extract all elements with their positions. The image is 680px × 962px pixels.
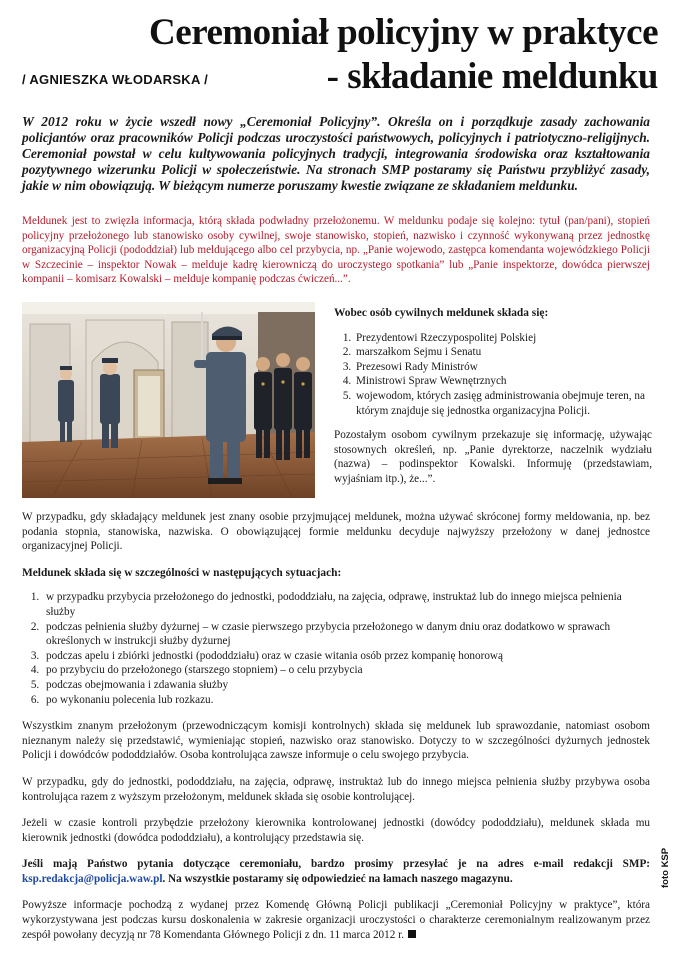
source-note [22,898,650,942]
source-note-text: Powyższe informacje pochodzą z wydanej przez Komendę Główną Policji publikacji „Ceremoniał Policyjny w praktyce”, która wykorzystywana jest podczas kursu doskonalenia w zakresie organizacji uroczystości o charakterze ceremonialnym realizowanym przez zespół powołany decyzją nr 78 Komendanta Głównego Policji z dn. 11 marca 2012 r. [22,899,650,941]
list-item: 3. Prezesowi Rady Ministrów [354,360,652,375]
list-item: 4. po przybyciu do przełożonego (starszego stopniem) – o celu przybycia [42,663,650,678]
article-intro: Meldunek jest to zwięzła informacja, którą składa podwładny przełożonemu. W meldunku podaje się kolejno: tytuł (pan/pani), stopień policyjny przełożonego lub stanowisko osoby cywilnej, swoje stanowisko, stopień, nazwisko i czynność wykonywaną przez jednostkę organizacyjną Policji (pododdział) lub meldującego albo cel przybycia, np. „Panie wojewodo, zastępca komendanta wojewódzkiego Policji w Szczecinie – inspektor Nowak – melduje kadrę kierowniczą do uroczystego spotkania” lub „Panie inspektorze, dowódca pierwszej kompanii – komisarz Kowalski – melduje kompanię podczas ćwiczeń...”. [22,215,650,286]
paragraph-inspection: Jeżeli w czasie kontroli przybędzie przełożony kierownika kontrolowanej jednostki (dowódcy pododdziału), meldunek składa mu kierownik jednostki (dowódca pododdziału), a kontrolujący przedstawia się. [22,817,650,844]
paragraph-known-reporter: W przypadku, gdy składający meldunek jest znany osobie przyjmującej meldunek, można używać skróconej formy meldowania, np. bez podania stopnia, stanowiska, nazwiska. O obowiązującej formie meldunku decyduje najwyższy przełożony w danej jednostce organizacyjnej Policji. [22,511,650,553]
ceremony-photo-illustration [22,302,315,498]
article-body [22,510,650,954]
list-item: 1. Prezydentowi Rzeczypospolitej Polskiej [354,331,652,346]
contact-paragraph [22,857,650,886]
list-item: 1. w przypadku przybycia przełożonego do jednostki, pododdziału, na zajęcia, odprawę, instruktaż lub do innego miejsca pełnienia służby [42,590,650,619]
situations-list [22,590,650,707]
civil-persons-heading: Wobec osób cywilnych meldunek składa się: [334,307,549,319]
ceremony-photo [22,302,315,498]
list-item: 4. Ministrowi Spraw Wewnętrznych [354,374,652,389]
article-title-line1: Ceremoniał policyjny w praktyce [149,12,658,53]
end-mark-icon [408,930,416,938]
list-item: 3. podczas apelu i zbiórki jednostki (pododdziału) oraz w czasie witania osób przez kompanię honorową [42,649,650,664]
photo-credit: foto KSP [660,847,671,888]
civil-persons-note: Pozostałym osobom cywilnym przekazuje się informację, używając stosownych określeń, np. „Panie dyrektorze, naczelnik wydziału (nazwa) – podinspektor Kowalski. Informuję (przedstawiam, wyjaśniam itp.), że...”. [334,429,652,485]
civil-persons-section [334,306,652,487]
contact-email-link[interactable]: ksp.redakcja@policja.waw.pl [22,872,163,885]
civil-persons-list [334,331,652,419]
paragraph-control: W przypadku, gdy do jednostki, pododdziału, na zajęcia, odprawę, instruktaż lub do innego miejsca pełnienia służby przybywa osoba kontrolująca razem z wyższym przełożonym, meldunek składa się osobie kontrolującej. [22,775,650,803]
situations-heading: Meldunek składa się w szczególności w następujących sytuacjach: [22,566,342,579]
list-item: 5. wojewodom, których zasięg administrowania obejmuje teren, na którym znajduje się jednostka organizacyjna Policji. [354,389,652,418]
paragraph-commission: Wszystkim znanym przełożonym (przewodniczącym komisji kontrolnych) składa się meldunek lub sprawozdanie, natomiast osobom nieznanym należy się przedstawić, wymieniając stopień, nazwisko oraz stanowisko. Dotyczy to w szczególności dyżurnych jednostek Policji i dowódców pododdziałów. Osoba kontrolująca zawsze informuje o celu swojego przybycia. [22,720,650,762]
contact-text-end: . Na wszystkie postaramy się odpowiedzieć na łamach naszego magazynu. [162,872,513,885]
list-item: 2. podczas pełnienia służby dyżurnej – w czasie pierwszego przybycia przełożonego w danym dniu oraz dodatkowo w sprawach określonych w instrukcji służby dyżurnej [42,620,650,649]
article-title-line2: - składanie meldunku [326,56,658,97]
article-lead: W 2012 roku w życie wszedł nowy „Ceremoniał Policyjny”. Określa on i porządkuje zasady zachowania policjantów oraz pracowników Policji podczas uroczystości państwowych, policyjnych i patriotyczno-religijnych. Ceremoniał powstał w celu kultywowania policyjnych tradycji, integrowania środowiska oraz kształtowania pozytywnego wizerunku Policji w społeczeństwie. Na stronach SMP postaramy się Państwu przybliżyć zasady, jakie w nim obowiązują. W bieżącym numerze poruszamy kwestie związane ze składaniem meldunku. [22,114,650,193]
list-item: 6. po wykonaniu polecenia lub rozkazu. [42,693,650,708]
list-item: 2. marszałkom Sejmu i Senatu [354,345,652,360]
list-item: 5. podczas obejmowania i zdawania służby [42,678,650,693]
article-author: / AGNIESZKA WŁODARSKA / [22,72,209,87]
contact-text-start: Jeśli mają Państwo pytania dotyczące ceremoniału, bardzo prosimy przesyłać je na adres e-mail redakcji SMP: [22,858,650,871]
